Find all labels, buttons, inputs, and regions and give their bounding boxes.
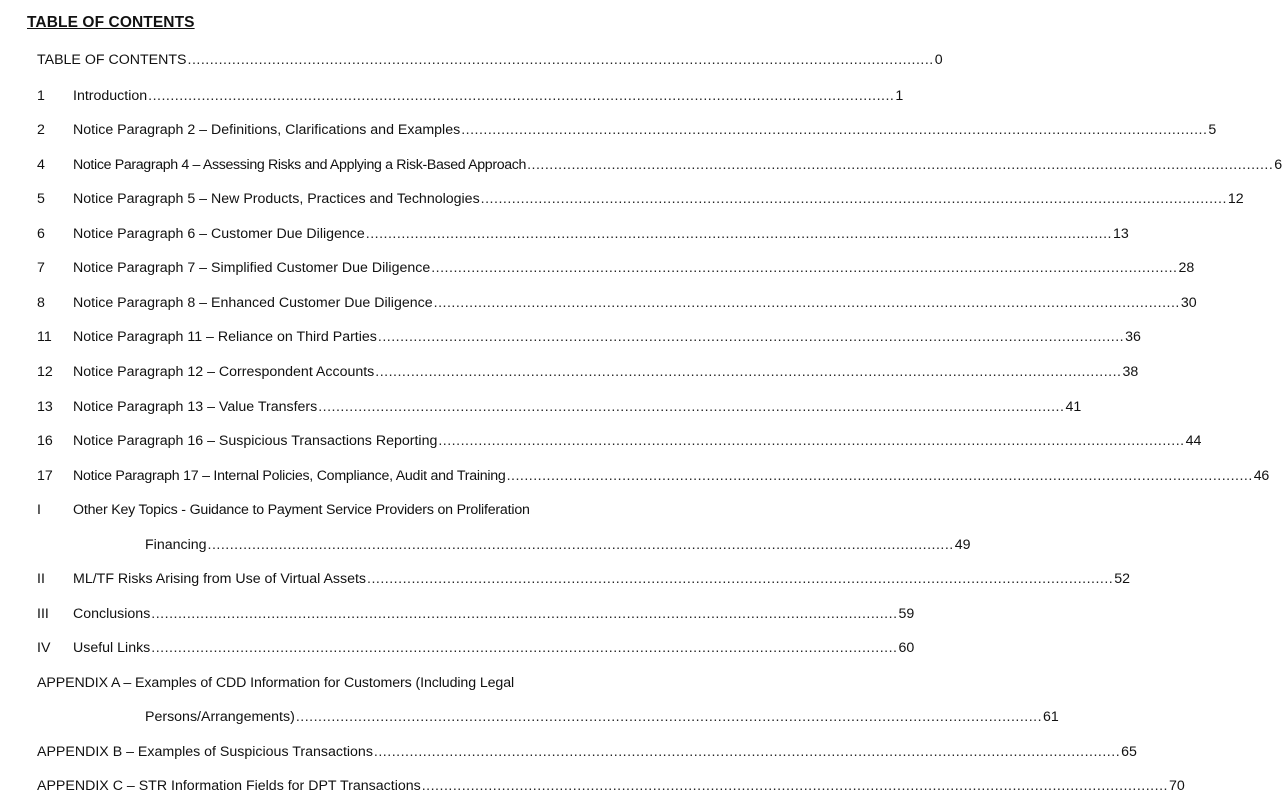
- toc-entry-page: 28: [1178, 260, 1195, 276]
- toc-line: [73, 291, 1197, 315]
- toc-entry-page: 61: [1043, 709, 1059, 725]
- toc-entry-number: II: [37, 571, 45, 587]
- toc-entry-page: 65: [1121, 744, 1137, 760]
- dot-leader: ........................................................................................................................................................................: [365, 226, 1112, 242]
- toc-line: [73, 187, 1244, 211]
- toc-entry[interactable]: [0, 325, 1141, 349]
- dot-leader: ........................................................................................................................................................................: [375, 364, 1122, 380]
- toc-entry-title: Notice Paragraph 8 – Enhanced Customer Due Diligence: [73, 295, 433, 311]
- toc-entry[interactable]: [0, 740, 1137, 764]
- toc-entry-continuation[interactable]: [0, 533, 971, 557]
- dot-leader: ........................................................................................................................................................................: [367, 571, 1114, 587]
- dot-leader: ........................................................................................................................................................................: [421, 778, 1168, 794]
- toc-entry-title-continued: Persons/Arrangements): [145, 709, 295, 725]
- toc-entry-page: 60: [898, 640, 915, 656]
- toc-entry-title-continued: Financing: [145, 537, 207, 553]
- toc-entry-title: Notice Paragraph 13 – Value Transfers: [73, 399, 318, 415]
- dot-leader: ........................................................................................................................................................................: [461, 122, 1208, 138]
- toc-entry-number: 12: [37, 364, 53, 380]
- toc-entry-page: 6: [1274, 157, 1282, 173]
- toc-line: [73, 256, 1195, 280]
- toc-line: [145, 533, 971, 557]
- dot-leader: ........................................................................................................................................................................: [527, 157, 1274, 173]
- toc-line: [73, 153, 1282, 177]
- toc-line: [73, 567, 1131, 591]
- toc-entry[interactable]: [0, 671, 600, 695]
- toc-entry-title: Notice Paragraph 2 – Definitions, Clarifications and Examples: [73, 122, 461, 138]
- toc-entry[interactable]: [0, 118, 1217, 142]
- toc-entry-number: 11: [37, 329, 52, 345]
- toc-line: [73, 602, 915, 626]
- toc-entry-title: Notice Paragraph 5 – New Products, Practices and Technologies: [73, 191, 480, 207]
- toc-line: [37, 48, 943, 72]
- toc-entry[interactable]: [0, 567, 1131, 591]
- toc-entry[interactable]: [0, 48, 943, 72]
- dot-leader: ........................................................................................................................................................................: [506, 468, 1253, 484]
- toc-line: [37, 740, 1137, 764]
- toc-entry[interactable]: [0, 153, 1282, 177]
- toc-entry-number: 8: [37, 295, 45, 311]
- toc-entry[interactable]: [0, 187, 1244, 211]
- toc-entry[interactable]: [0, 464, 1270, 488]
- toc-entry-page: 59: [898, 606, 915, 622]
- toc-entry-page: 0: [934, 52, 943, 68]
- toc-entry-number: 7: [37, 260, 45, 276]
- toc-entry-page: 13: [1113, 226, 1129, 242]
- toc-entry-page: 41: [1065, 399, 1082, 415]
- toc-entry-page: 49: [954, 537, 971, 553]
- toc-entry-number: III: [37, 606, 49, 622]
- dot-leader: ........................................................................................................................................................................: [433, 295, 1180, 311]
- toc-entry-title: Notice Paragraph 4 – Assessing Risks and Applying a Risk-Based Approach: [73, 157, 527, 173]
- toc-entry-title: APPENDIX C – STR Information Fields for DPT Transactions: [37, 778, 421, 794]
- toc-entry-page: 46: [1253, 468, 1270, 484]
- toc-entry-title: Notice Paragraph 7 – Simplified Customer Due Diligence: [73, 260, 431, 276]
- toc-entry-title: ML/TF Risks Arising from Use of Virtual Assets: [73, 571, 367, 587]
- toc-entry[interactable]: [0, 222, 1129, 246]
- toc-line: [73, 84, 904, 108]
- toc-entry[interactable]: [0, 774, 1185, 798]
- dot-leader: ........................................................................................................................................................................: [295, 709, 1043, 725]
- toc-entry[interactable]: [0, 602, 915, 626]
- toc-entry-title: Useful Links: [73, 640, 151, 656]
- toc-line: [145, 705, 1059, 729]
- toc-entry-page: 38: [1122, 364, 1139, 380]
- toc-entry-number: 5: [37, 191, 45, 207]
- dot-leader: ........................................................................................................................................................................: [480, 191, 1227, 207]
- toc-entry-title: Introduction: [73, 88, 148, 104]
- toc-entry[interactable]: [0, 84, 904, 108]
- toc-entry-title: Notice Paragraph 12 – Correspondent Accounts: [73, 364, 375, 380]
- toc-entry-number: 16: [37, 433, 53, 449]
- dot-leader: ........................................................................................................................................................................: [151, 640, 898, 656]
- toc-entry-title: APPENDIX B – Examples of Suspicious Transactions: [37, 744, 373, 760]
- dot-leader: ........................................................................................................................................................................: [151, 606, 898, 622]
- toc-entry-number: 13: [37, 399, 53, 415]
- toc-entry-title: Notice Paragraph 17 – Internal Policies, Compliance, Audit and Training: [73, 468, 506, 484]
- toc-line: [73, 636, 915, 660]
- dot-leader: ........................................................................................................................................................................: [207, 537, 954, 553]
- toc-entry-title: Notice Paragraph 16 – Suspicious Transactions Reporting: [73, 433, 438, 449]
- toc-line: [73, 360, 1139, 384]
- toc-entry-title: Conclusions: [73, 606, 151, 622]
- toc-entry-title: Notice Paragraph 6 – Customer Due Diligence: [73, 226, 365, 242]
- toc-entry-number: 6: [37, 226, 45, 242]
- toc-line: [73, 429, 1202, 453]
- toc-entry-number: 1: [37, 88, 45, 104]
- toc-entry-number: IV: [37, 640, 51, 656]
- toc-line: [73, 118, 1217, 142]
- toc-entry-number: 17: [37, 468, 53, 484]
- toc-entry-number: 2: [37, 122, 45, 138]
- toc-entry[interactable]: [0, 360, 1139, 384]
- toc-entry-page: 36: [1125, 329, 1141, 345]
- toc-entry-page: 70: [1168, 778, 1185, 794]
- page-title: TABLE OF CONTENTS: [27, 14, 195, 31]
- toc-entry-number: I: [37, 502, 41, 518]
- toc-line: [73, 325, 1141, 349]
- toc-line: [73, 222, 1129, 246]
- dot-leader: ........................................................................................................................................................................: [438, 433, 1185, 449]
- dot-leader: ........................................................................................................................................................................: [318, 399, 1065, 415]
- toc-entry-page: 1: [895, 88, 904, 104]
- dot-leader: ........................................................................................................................................................................: [373, 744, 1121, 760]
- toc-entry[interactable]: [0, 429, 1202, 453]
- toc-entry-title: TABLE OF CONTENTS: [37, 52, 187, 68]
- toc-entry[interactable]: [0, 395, 1082, 419]
- toc-line: [73, 464, 1270, 488]
- toc-entry-title: APPENDIX A – Examples of CDD Information for Customers (Including Legal: [37, 675, 515, 691]
- dot-leader: ........................................................................................................................................................................: [431, 260, 1178, 276]
- toc-entry-page: 5: [1208, 122, 1217, 138]
- toc-entry-title: Other Key Topics - Guidance to Payment Service Providers on Proliferation: [73, 502, 530, 518]
- toc-entry-title: Notice Paragraph 11 – Reliance on Third Parties: [73, 329, 377, 345]
- toc-entry[interactable]: [0, 291, 1197, 315]
- toc-line: [73, 395, 1082, 419]
- dot-leader: ........................................................................................................................................................................: [377, 329, 1125, 345]
- toc-entry-number: 4: [37, 157, 45, 173]
- toc-entry-page: 12: [1227, 191, 1244, 207]
- dot-leader: ........................................................................................................................................................................: [187, 52, 934, 68]
- dot-leader: ........................................................................................................................................................................: [148, 88, 895, 104]
- toc-entry-page: 30: [1180, 295, 1197, 311]
- toc-entry[interactable]: [0, 498, 600, 522]
- toc-entry[interactable]: [0, 636, 915, 660]
- toc-entry[interactable]: [0, 256, 1195, 280]
- toc-entry-continuation[interactable]: [0, 705, 1059, 729]
- toc-entry-page: 52: [1114, 571, 1131, 587]
- toc-entry-page: 44: [1185, 433, 1202, 449]
- toc-line: [37, 774, 1185, 798]
